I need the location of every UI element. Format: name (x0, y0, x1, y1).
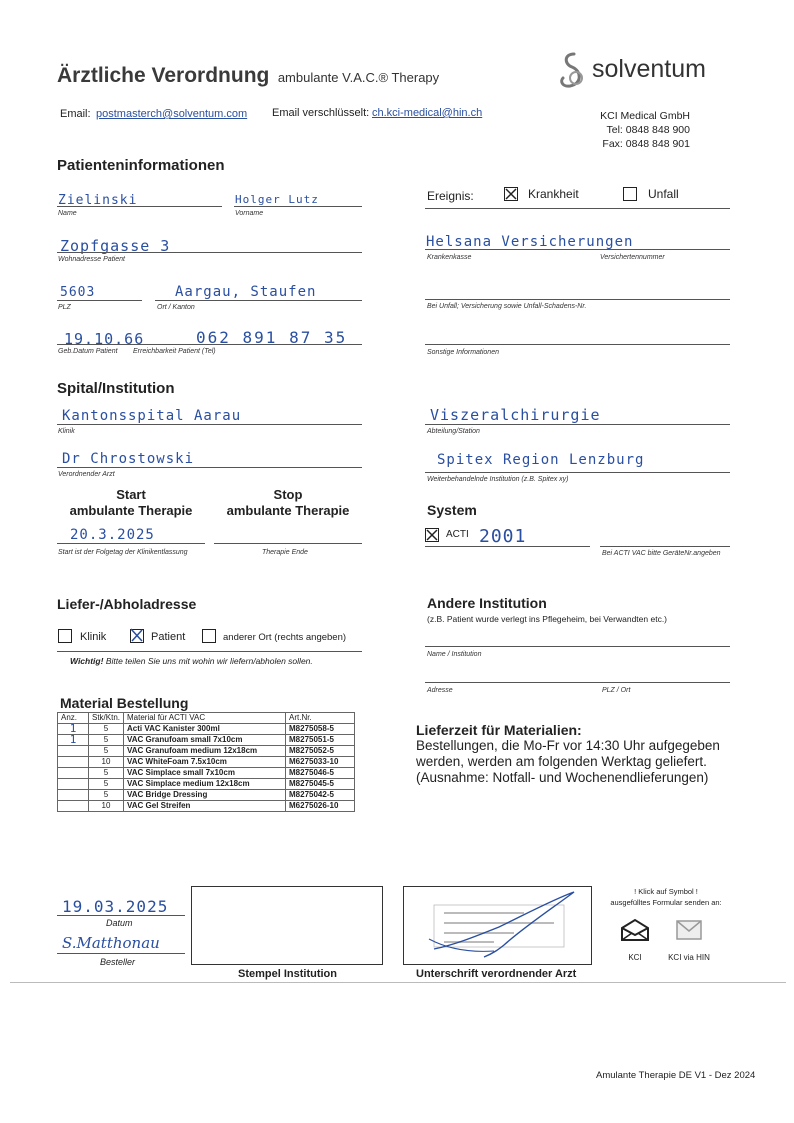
start-heading-line2: ambulante Therapie (69, 503, 193, 518)
klinik-value[interactable]: Kantonsspital Aarau (62, 408, 242, 424)
row-material: Acti VAC Kanister 300ml (124, 724, 286, 735)
footer-date-value[interactable]: 19.03.2025 (62, 897, 169, 916)
start-heading-line1: Start (116, 487, 146, 502)
stop-heading-line1: Stop (273, 487, 303, 502)
system-heading: System (427, 502, 477, 518)
dob-label: Geb.Datum Patient (58, 348, 118, 355)
col-anzahl: Anz. (58, 713, 89, 724)
address-value[interactable]: Zopfgasse 3 (60, 237, 171, 255)
acti-note: Bei ACTI VAC bitte GeräteNr.angeben (602, 550, 721, 557)
row-artnr: M8275052-5 (286, 746, 355, 757)
table-row (58, 779, 355, 790)
name-line (57, 206, 222, 207)
versichertennummer-label: Versichertennummer (600, 254, 665, 261)
material-heading: Material Bestellung (60, 695, 189, 711)
start-date-value[interactable]: 20.3.2025 (70, 527, 155, 543)
end-date-label: Therapie Ende (262, 549, 308, 556)
acti-line (425, 546, 590, 547)
unfall-checkbox[interactable] (623, 187, 637, 201)
doctor-signature-label: Unterschrift verordnender Arzt (416, 968, 577, 980)
row-anzahl[interactable]: 1 (58, 735, 89, 746)
acti-label: ACTI (446, 529, 469, 540)
row-stk: 5 (89, 724, 124, 735)
krankenkasse-label: Krankenkasse (427, 254, 472, 261)
kci-hin-label: KCI via HIN (668, 953, 710, 962)
acti-device-number[interactable]: 2001 (479, 526, 527, 547)
stop-heading-line2: ambulante Therapie (226, 503, 350, 518)
delivery-patient-label: Patient (151, 631, 186, 643)
stamp-label: Stempel Institution (238, 968, 337, 980)
row-material: VAC Granufoam small 7x10cm (124, 735, 286, 746)
brand-name: solventum (592, 55, 706, 83)
other-address-line (425, 682, 730, 683)
subtitle-text: ambulante V.A.C.® Therapy (277, 70, 440, 85)
name-label: Name (58, 210, 77, 217)
row-anzahl[interactable] (58, 779, 89, 790)
row-stk: 5 (89, 768, 124, 779)
check-mark-icon (425, 528, 439, 542)
plz-label: PLZ (58, 304, 71, 311)
besteller-line (57, 953, 185, 954)
email-encrypted-link[interactable]: ch.kci-medical@hin.ch (372, 107, 483, 119)
krankheit-label: Krankheit (528, 187, 579, 201)
unfall-label: Unfall (648, 187, 679, 201)
mail-hin-icon (675, 918, 703, 942)
weiter-line (425, 472, 730, 473)
lieferzeit-line1: Bestellungen, die Mo-Fr vor 14:30 Uhr aufgegeben (416, 738, 720, 753)
abteilung-label: Abteilung/Station (427, 428, 480, 435)
event-line (425, 208, 730, 209)
sonstige-line (425, 344, 730, 345)
row-anzahl[interactable] (58, 757, 89, 768)
delivery-note (70, 656, 313, 666)
col-artnr: Art.Nr. (286, 713, 355, 724)
company-name: KCI Medical GmbH (600, 110, 690, 122)
row-material: VAC Bridge Dressing (124, 790, 286, 801)
row-stk: 5 (89, 790, 124, 801)
krankenkasse-line (425, 249, 730, 250)
table-row (58, 790, 355, 801)
table-row (58, 768, 355, 779)
row-anzahl[interactable] (58, 801, 89, 812)
send-kci-button[interactable] (618, 918, 652, 968)
klick-line1: ! Klick auf Symbol ! (634, 887, 698, 896)
table-row (58, 801, 355, 812)
start-date-label: Start ist der Folgetag der Klinikentlassung (58, 549, 188, 556)
doctor-signature-stroke-icon (404, 887, 593, 966)
company-contact (560, 109, 690, 151)
plz-line (57, 300, 142, 301)
other-plz-label: PLZ / Ort (602, 687, 631, 694)
besteller-signature[interactable]: S.Matthonau (62, 934, 160, 952)
unfall-info-label: Bei Unfall; Versicherung sowie Unfall-Schadens-Nr. (427, 303, 587, 310)
krankheit-checkbox[interactable] (504, 187, 518, 201)
table-row (58, 746, 355, 757)
table-row (58, 724, 355, 735)
dob-value[interactable]: 19.10.66 (64, 330, 145, 348)
delivery-line (57, 651, 362, 652)
row-stk: 10 (89, 757, 124, 768)
lieferzeit-line2: werden, werden am folgenden Werktag geliefert. (416, 754, 707, 769)
ort-label: Ort / Kanton (157, 304, 195, 311)
row-anzahl[interactable] (58, 768, 89, 779)
klinik-label: Klinik (58, 428, 75, 435)
other-name-line (425, 646, 730, 647)
send-kci-hin-button[interactable] (667, 918, 711, 968)
row-material: VAC Gel Streifen (124, 801, 286, 812)
title-text: Ärztliche Verordnung (57, 64, 270, 87)
row-artnr: M8275058-5 (286, 724, 355, 735)
footer-date-line (57, 915, 185, 916)
other-address-label: Adresse (427, 687, 453, 694)
doctor-signature-box[interactable] (403, 886, 592, 965)
row-material: VAC Simplace medium 12x18cm (124, 779, 286, 790)
klinik-line (57, 424, 362, 425)
krankenkasse-value[interactable]: Helsana Versicherungen (426, 234, 634, 250)
besteller-label: Besteller (100, 957, 136, 967)
start-date-line (57, 543, 205, 544)
row-artnr: M8275042-5 (286, 790, 355, 801)
lieferzeit-line3: (Ausnahme: Notfall- und Wochenendlieferungen) (416, 770, 709, 785)
phone-label: Erreichbarkeit Patient (Tel) (133, 348, 216, 355)
row-stk: 5 (89, 735, 124, 746)
kci-label: KCI (628, 953, 642, 962)
table-row (58, 735, 355, 746)
weiter-value[interactable]: Spitex Region Lenzburg (437, 452, 645, 468)
footer-date-label: Datum (106, 918, 133, 928)
patient-heading: Patienteninformationen (57, 157, 225, 174)
delivery-klinik-checkbox[interactable] (58, 629, 72, 643)
address-line (57, 252, 362, 253)
address-label: Wohnadresse Patient (58, 256, 125, 263)
material-header-row (58, 713, 355, 724)
delivery-other-label: anderer Ort (rechts angeben) (223, 632, 347, 643)
check-mark-icon (129, 627, 145, 643)
stamp-box[interactable] (191, 886, 383, 965)
form-version: Amulante Therapie DE V1 - Dez 2024 (596, 1070, 756, 1081)
row-material: VAC WhiteFoam 7.5x10cm (124, 757, 286, 768)
row-artnr: M8275051-5 (286, 735, 355, 746)
row-material: VAC Granufoam medium 12x18cm (124, 746, 286, 757)
start-heading (57, 487, 205, 519)
email-encrypted-label: Email verschlüsselt: (272, 107, 370, 119)
sonstige-label: Sonstige Informationen (427, 349, 499, 356)
check-mark-icon (504, 187, 518, 201)
row-material: VAC Simplace small 7x10cm (124, 768, 286, 779)
email-label: Email: (60, 108, 91, 120)
plz-value[interactable]: 5603 (60, 285, 96, 300)
delivery-note-text: Bitte teilen Sie uns mit wohin wir liefern/abholen sollen. (103, 656, 313, 666)
row-artnr: M6275033-10 (286, 757, 355, 768)
row-artnr: M8275046-5 (286, 768, 355, 779)
company-tel: Tel: 0848 848 900 (606, 124, 690, 136)
klick-line2: ausgefülltes Formular senden an: (610, 898, 722, 907)
arzt-label: Verordnender Arzt (58, 471, 115, 478)
other-name-label: Name / Institution (427, 651, 482, 658)
delivery-klinik-label: Klinik (80, 631, 107, 643)
envelope-icon (620, 918, 650, 942)
row-artnr: M6275026-10 (286, 801, 355, 812)
row-artnr: M8275045-5 (286, 779, 355, 790)
row-anzahl[interactable]: 1 (58, 724, 89, 735)
patient-vorname-value[interactable]: Holger Lutz (235, 193, 319, 206)
vorname-line (234, 206, 362, 207)
abteilung-value[interactable]: Viszeralchirurgie (430, 406, 601, 424)
vorname-label: Vorname (235, 210, 264, 217)
lieferzeit-block (416, 722, 720, 786)
delivery-other-checkbox[interactable] (202, 629, 216, 643)
event-label: Ereignis: (427, 189, 474, 203)
abteilung-line (425, 424, 730, 425)
stop-heading (214, 487, 362, 519)
acti-note-line (600, 546, 730, 547)
delivery-note-important: Wichtig! (70, 656, 104, 666)
col-stk: Stk/Ktn. (89, 713, 124, 724)
row-anzahl[interactable] (58, 746, 89, 757)
spital-heading: Spital/Institution (57, 380, 175, 397)
other-institution-note: (z.B. Patient wurde verlegt ins Pflegeheim, bei Verwandten etc.) (427, 614, 668, 624)
row-anzahl[interactable] (58, 790, 89, 801)
ort-value[interactable]: Aargau, Staufen (175, 284, 317, 300)
email-link[interactable]: postmasterch@solventum.com (96, 108, 248, 120)
company-fax: Fax: 0848 848 901 (602, 138, 690, 150)
acti-checkbox[interactable] (425, 528, 439, 542)
send-instructions (596, 886, 736, 908)
row-stk: 5 (89, 779, 124, 790)
brand-logo (552, 50, 722, 95)
weiter-label: Weiterbehandelnde Institution (z.B. Spitex xy) (427, 476, 569, 483)
delivery-heading: Liefer-/Abholadresse (57, 596, 197, 612)
solventum-logo-icon (552, 50, 592, 95)
arzt-line (57, 467, 362, 468)
arzt-value[interactable]: Dr Chrostowski (62, 451, 195, 467)
unfall-line (425, 299, 730, 300)
table-row (58, 757, 355, 768)
patient-name-value[interactable]: Zielinski (58, 193, 138, 208)
row-stk: 5 (89, 746, 124, 757)
end-date-line (214, 543, 362, 544)
material-table (57, 712, 355, 812)
col-material: Material für ACTI VAC (124, 713, 286, 724)
delivery-patient-checkbox[interactable] (130, 629, 144, 643)
footer-divider (10, 982, 786, 983)
phone-value[interactable]: 062 891 87 35 (196, 328, 348, 347)
form-title (57, 64, 439, 88)
row-stk: 10 (89, 801, 124, 812)
ort-line (155, 300, 362, 301)
lieferzeit-heading: Lieferzeit für Materialien: (416, 722, 582, 738)
other-institution-heading: Andere Institution (427, 595, 547, 611)
